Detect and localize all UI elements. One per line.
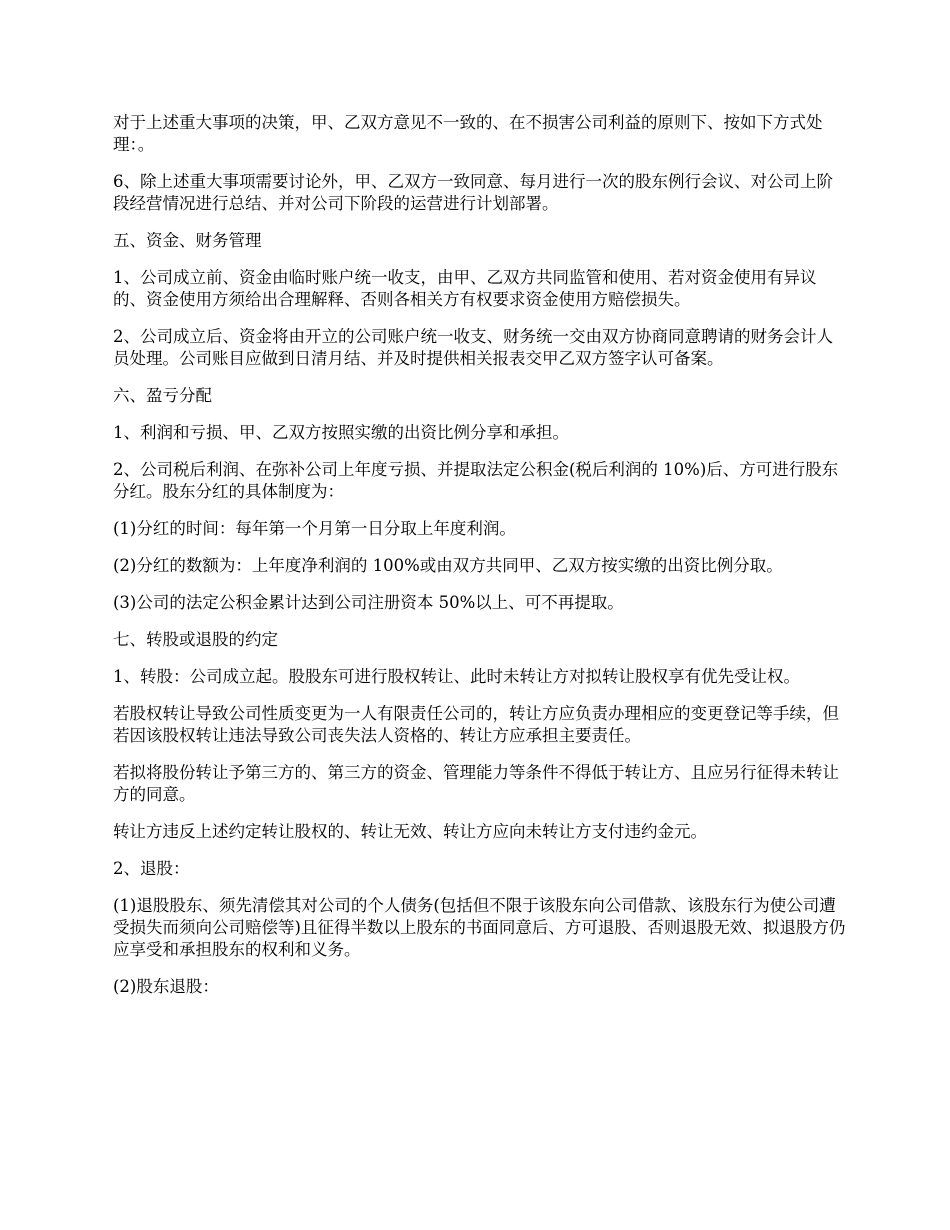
paragraph-funds-before-setup: 1、公司成立前、资金由临时账户统一收支，由甲、乙双方共同监管和使用、若对资金使用有异议的、资金使用方须给出合理解释、否则各相关方有权要求资金使用方赔偿损失。 bbox=[113, 268, 817, 309]
paragraph-profit-sharing: 1、利润和亏损、甲、乙双方按照实缴的出资比例分享和承担。 bbox=[113, 423, 569, 442]
section-heading-profit-loss: 六、盈亏分配 bbox=[113, 386, 212, 405]
paragraph-withdrawal-item-2: (2)股东退股： bbox=[113, 977, 219, 996]
paragraph-withdrawal-heading: 2、退股： bbox=[113, 859, 190, 878]
paragraph-reserve-fund: (3)公司的法定公积金累计达到公司注册资本 50%以上、可不再提取。 bbox=[113, 593, 624, 612]
paragraph-transfer-violation: 转让方违反上述约定转让股权的、转让无效、转让方应向未转让方支付违约金元。 bbox=[113, 822, 707, 841]
paragraph-share-transfer: 1、转股：公司成立起。股股东可进行股权转让、此时未转让方对拟转让股权享有优先受让权。 bbox=[113, 667, 800, 686]
paragraph-dividend-amount: (2)分红的数额为：上年度净利润的 100%或由双方共同甲、乙双方按实缴的出资比例分取。 bbox=[113, 556, 783, 575]
section-heading-share-transfer: 七、转股或退股的约定 bbox=[113, 630, 278, 649]
paragraph-dividend-time: (1)分红的时间：每年第一个月第一日分取上年度利润。 bbox=[113, 519, 516, 538]
paragraph-followup-decision: 对于上述重大事项的决策，甲、乙双方意见不一致的、在不损害公司利益的原则下、按如下方式处理：。 bbox=[113, 113, 823, 154]
paragraph-regular-meeting: 6、除上述重大事项需要讨论外，甲、乙双方一致同意、每月进行一次的股东例行会议、对公司上阶段经营情况进行总结、并对公司下阶段的运营进行计划部署。 bbox=[113, 172, 833, 213]
paragraph-funds-after-setup: 2、公司成立后、资金将由开立的公司账户统一收支、财务统一交由双方协商同意聘请的财务会计人员处理。公司账目应做到日清月结、并及时提供相关报表交甲乙双方签字认可备案。 bbox=[113, 327, 833, 368]
paragraph-single-shareholder: 若股权转让导致公司性质变更为一人有限责任公司的，转让方应负责办理相应的变更登记等手续，但若因该股权转让违法导致公司丧失法人资格的、转让方应承担主要责任。 bbox=[113, 704, 839, 745]
paragraph-after-tax-profit: 2、公司税后利润、在弥补公司上年度亏损、并提取法定公积金(税后利润的 10%)后、方可进行股东分红。股东分红的具体制度为： bbox=[113, 460, 839, 501]
paragraph-third-party-transfer: 若拟将股份转让予第三方的、第三方的资金、管理能力等条件不得低于转让方、且应另行征得未转让方的同意。 bbox=[113, 763, 839, 804]
document-page bbox=[113, 112, 848, 1013]
section-heading-finance: 五、资金、财务管理 bbox=[113, 231, 262, 250]
paragraph-withdrawal-conditions: (1)退股股东、须先清偿其对公司的个人债务(包括但不限于该股东向公司借款、该股东行为使公司遭受损失而须向公司赔偿等)且征得半数以上股东的书面同意后、方可退股、否则退股无效、拟退股方仍应享受和承担股东的权利和义务。 bbox=[113, 896, 846, 959]
